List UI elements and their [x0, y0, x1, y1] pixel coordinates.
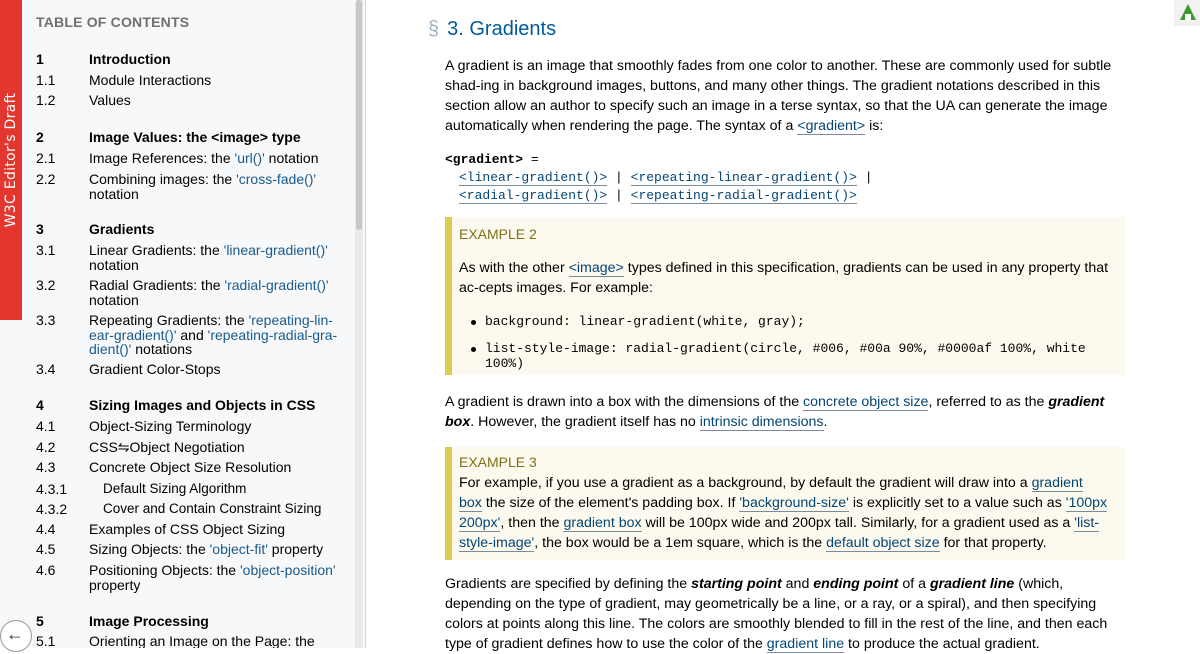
- heading-text: 3. Gradients: [447, 18, 557, 40]
- intrinsic-dimensions-link[interactable]: intrinsic dimensions: [699, 414, 824, 430]
- toc-item-number: 4.2: [36, 439, 56, 455]
- toc-item-tail2: notations: [131, 341, 193, 357]
- toc-item-label: [89, 634, 349, 648]
- toc-item-number: 4.1: [36, 418, 56, 434]
- toc-item-text: CSS⇋Object Negotiation: [89, 439, 245, 455]
- example-2-box: [445, 217, 1126, 375]
- toc-item-text: Object-Sizing Terminology: [89, 418, 252, 434]
- toc-item-number: 3: [36, 221, 44, 237]
- toc-item-number: 1: [36, 51, 44, 67]
- grammar-eq: =: [523, 152, 539, 167]
- toc-item-number: 2: [36, 129, 44, 145]
- toc-item-number: 4.3.1: [36, 481, 68, 497]
- toc-item-number: 5.1: [36, 633, 56, 648]
- toc-item-code: 'repeating-lin-ear-gradient()': [89, 312, 333, 343]
- toc-item-text: Values: [89, 92, 131, 108]
- toc-item-label: [89, 563, 349, 592]
- toc-item-tail: property: [267, 541, 324, 557]
- toc-item-label: [89, 313, 349, 357]
- toc-title: TABLE OF CONTENTS: [36, 14, 190, 30]
- gradient-box-link[interactable]: gradient box: [459, 475, 1083, 511]
- w3c-status-badge[interactable]: [0, 0, 22, 320]
- grammar-link-linear[interactable]: <linear-gradient()>: [459, 170, 608, 185]
- toc-item-number: 4.3.2: [36, 501, 68, 517]
- toc-item-code: 'cross-fade()': [236, 171, 317, 187]
- toc-sidebar: [0, 0, 365, 648]
- toc-item-number: 4.6: [36, 562, 56, 578]
- grammar-link-repeating-radial[interactable]: <repeating-radial-gradient()>: [630, 188, 857, 203]
- example-2-title: EXAMPLE 2: [459, 226, 537, 242]
- toc-item-text: Combining images: the: [89, 171, 237, 187]
- ex3-t7: for that property.: [939, 535, 1047, 551]
- grammar-block: [445, 151, 873, 205]
- toc-item-code: 'radial-gradient()': [224, 277, 329, 293]
- toc-item-label: [89, 419, 349, 434]
- default-object-size-link[interactable]: default object size: [826, 535, 940, 551]
- toc-item-tail: notation: [89, 291, 139, 308]
- toc-item-text: Sizing Images and Objects in CSS: [89, 397, 316, 413]
- ex3-t3: is explicitly set to a value such as: [848, 495, 1066, 511]
- gradient-box-term: gradient box: [445, 394, 1105, 430]
- example-3-box: [445, 447, 1126, 560]
- toc-item-number: 5: [36, 613, 44, 629]
- toc-item-label: [89, 460, 349, 475]
- p3-c: of a: [898, 576, 930, 592]
- ex3-t5: will be 100px wide and 200px tall. Similarly, for a gradient used as a: [641, 515, 1075, 531]
- grammar-link-repeating-linear[interactable]: <repeating-linear-gradient()>: [630, 170, 857, 185]
- grammar-sep: |: [607, 170, 631, 185]
- toc-item-number: 4.4: [36, 521, 56, 537]
- toc-item-text: Gradient Color-Stops: [89, 361, 221, 377]
- toc-item-number: 3.3: [36, 312, 56, 328]
- toc-item-text: Image Values: the <image> type: [89, 129, 301, 145]
- intro-text: A gradient is an image that smoothly fades from one color to another. These are commonly used for subtle shad-ing in background images, buttons, and many other things. The gradient notations described in this section allow an author to specify such an image in a terse syntax, so that the UA can generate the image automatically when rendering the page. The syntax of a: [445, 58, 1112, 134]
- list-item: list-style-image: radial-gradient(circle, #006, #00a 90%, #0000af 100%, white 100%): [471, 341, 1126, 368]
- toc-item-number: 1.2: [36, 92, 56, 108]
- toc-scrollbar-thumb[interactable]: [356, 0, 362, 230]
- toc-item-number: 3.2: [36, 277, 56, 293]
- list-style-image-link[interactable]: 'list-style-image': [459, 515, 1100, 551]
- toc-item-code: 'object-fit': [209, 541, 268, 557]
- toc-item-label: [89, 151, 349, 166]
- toc-item-label: [89, 93, 349, 108]
- section-anchor-icon[interactable]: §: [428, 18, 440, 40]
- toc-item-number: 4.3: [36, 459, 56, 475]
- gradient-box-paragraph: [445, 392, 1119, 432]
- intro-paragraph: [445, 56, 1119, 136]
- toc-item-code: 'object-position': [239, 562, 336, 578]
- toc-item-code: 'linear-gradient()': [223, 242, 328, 258]
- ex3-t4: , then the: [500, 515, 564, 531]
- toc-item-label: [89, 398, 349, 413]
- ex3-t1: For example, if you use a gradient as a background, by default the gradient will draw into a: [459, 475, 1032, 491]
- example-3-text: [459, 473, 1109, 553]
- example-2-text: [459, 258, 1109, 298]
- toc-item-text: Linear Gradients: the: [89, 242, 224, 258]
- badge-label: W3C Editor's Draft: [3, 92, 19, 228]
- toc-item-label: [89, 222, 349, 237]
- toc-item-label: [89, 172, 349, 201]
- p3-b: and: [781, 576, 814, 592]
- toc-item-number: 3.1: [36, 242, 56, 258]
- toc-item-label: [89, 522, 349, 537]
- list-item: background: linear-gradient(white, gray);: [471, 314, 1126, 341]
- toc-item-tail: and: [176, 326, 208, 343]
- grammar-link-radial[interactable]: <radial-gradient()>: [459, 188, 608, 203]
- p2-d: .: [823, 414, 828, 430]
- toc-item-number: 4.5: [36, 541, 56, 557]
- toc-item-number: 4: [36, 397, 44, 413]
- ex2-post: types defined in this specification, gradients can be used in any property that ac-cepts images. For example:: [459, 260, 1109, 296]
- back-arrow-icon[interactable]: ←: [0, 620, 32, 652]
- ex3-t2: the size of the element's padding box. If: [481, 495, 740, 511]
- toc-item-tail: notation: [264, 150, 319, 166]
- toc-item-tail: notation: [89, 256, 139, 273]
- ex2-pre: As with the other: [459, 260, 569, 276]
- p2-b: , referred to as the: [928, 394, 1049, 410]
- toc-item-text: Concrete Object Size Resolution: [89, 459, 292, 475]
- example-3-title: EXAMPLE 3: [459, 454, 537, 470]
- toc-item-label: [89, 542, 349, 557]
- gradient-type-link[interactable]: <gradient>: [797, 118, 866, 134]
- value-link[interactable]: '100px 200px': [459, 495, 1108, 531]
- grammar-sep: |: [607, 188, 631, 203]
- toc-item-label: [89, 614, 349, 629]
- gradient-line-term: gradient line: [929, 576, 1015, 592]
- toc-item-label: [89, 130, 349, 145]
- toc-item-label: [89, 440, 349, 455]
- toc-item-tail: property: [89, 576, 141, 593]
- starting-point-term: starting point: [691, 576, 782, 592]
- toc-item-text: Cover and Contain Constraint Sizing: [103, 501, 322, 516]
- toc-item-label: [89, 52, 349, 67]
- toc-item-number: 2.2: [36, 171, 56, 187]
- section-heading: [428, 18, 556, 41]
- intro-tail: is:: [865, 118, 884, 134]
- background-size-link[interactable]: 'background-size': [739, 495, 849, 511]
- grammar-label: <gradient>: [445, 152, 524, 167]
- toc-item-code2: 'repeating-radial-gra-dient()': [89, 326, 338, 357]
- toc-item-label: [89, 243, 349, 272]
- toc-item-text: Repeating Gradients: the: [89, 312, 249, 328]
- ending-point-term: ending point: [813, 576, 899, 592]
- toc-item-text: Image References: the: [89, 150, 235, 166]
- gradient-line-paragraph: [445, 574, 1119, 654]
- toc-item-text: Sizing Objects: the: [89, 541, 210, 557]
- toc-item-label: [89, 73, 349, 88]
- ex3-t6: , the box would be a 1em square, which is the: [534, 535, 827, 551]
- p3-a: Gradients are specified by defining the: [445, 576, 692, 592]
- main-content: [366, 0, 1200, 652]
- concrete-object-size-link[interactable]: concrete object size: [803, 394, 929, 410]
- toc-item-code: 'url()': [234, 150, 265, 166]
- toc-item-text: Positioning Objects: the: [89, 562, 240, 578]
- toc-item-number: 3.4: [36, 361, 56, 377]
- toc-item-text: Module Interactions: [89, 72, 212, 88]
- toc-item-text: Orienting an Image on the Page: the: [89, 633, 315, 648]
- toc-item-label: [103, 482, 363, 497]
- toc-item-text: Introduction: [89, 51, 171, 67]
- toc-item-text: Examples of CSS Object Sizing: [89, 521, 286, 537]
- toc-item-label: [103, 502, 363, 517]
- gradient-box-link[interactable]: gradient box: [563, 515, 642, 531]
- p3-d: (which, depending on the type of gradient, may geometrically be a line, or a ray, or a spiral), and then specifying colors at points along this line. The colors are smoothly blended to fill in the rest of the line, and then each type of gradient defines how to use the color of the: [445, 576, 1108, 652]
- example-2-list: [471, 314, 1126, 371]
- grammar-sep: |: [856, 170, 873, 185]
- toc-item-text: Radial Gradients: the: [89, 277, 225, 293]
- p2-c: . However, the gradient itself has no: [470, 414, 700, 430]
- toc-item-text: Gradients: [89, 221, 155, 237]
- p2-a: A gradient is drawn into a box with the dimensions of the: [445, 394, 804, 410]
- p3-e: to produce the actual gradient.: [844, 636, 1040, 652]
- toc-item-text: Default Sizing Algorithm: [103, 481, 247, 496]
- toc-item-number: 2.1: [36, 150, 56, 166]
- toc-item-number: 1.1: [36, 72, 56, 88]
- gradient-line-link[interactable]: gradient line: [766, 636, 845, 652]
- page-corner-icon[interactable]: [1174, 0, 1200, 26]
- image-type-link[interactable]: <image>: [568, 260, 624, 276]
- toc-item-label: [89, 278, 349, 307]
- toc-item-tail: notation: [89, 185, 139, 202]
- toc-item-label: [89, 362, 349, 377]
- toc-item-text: Image Processing: [89, 613, 209, 629]
